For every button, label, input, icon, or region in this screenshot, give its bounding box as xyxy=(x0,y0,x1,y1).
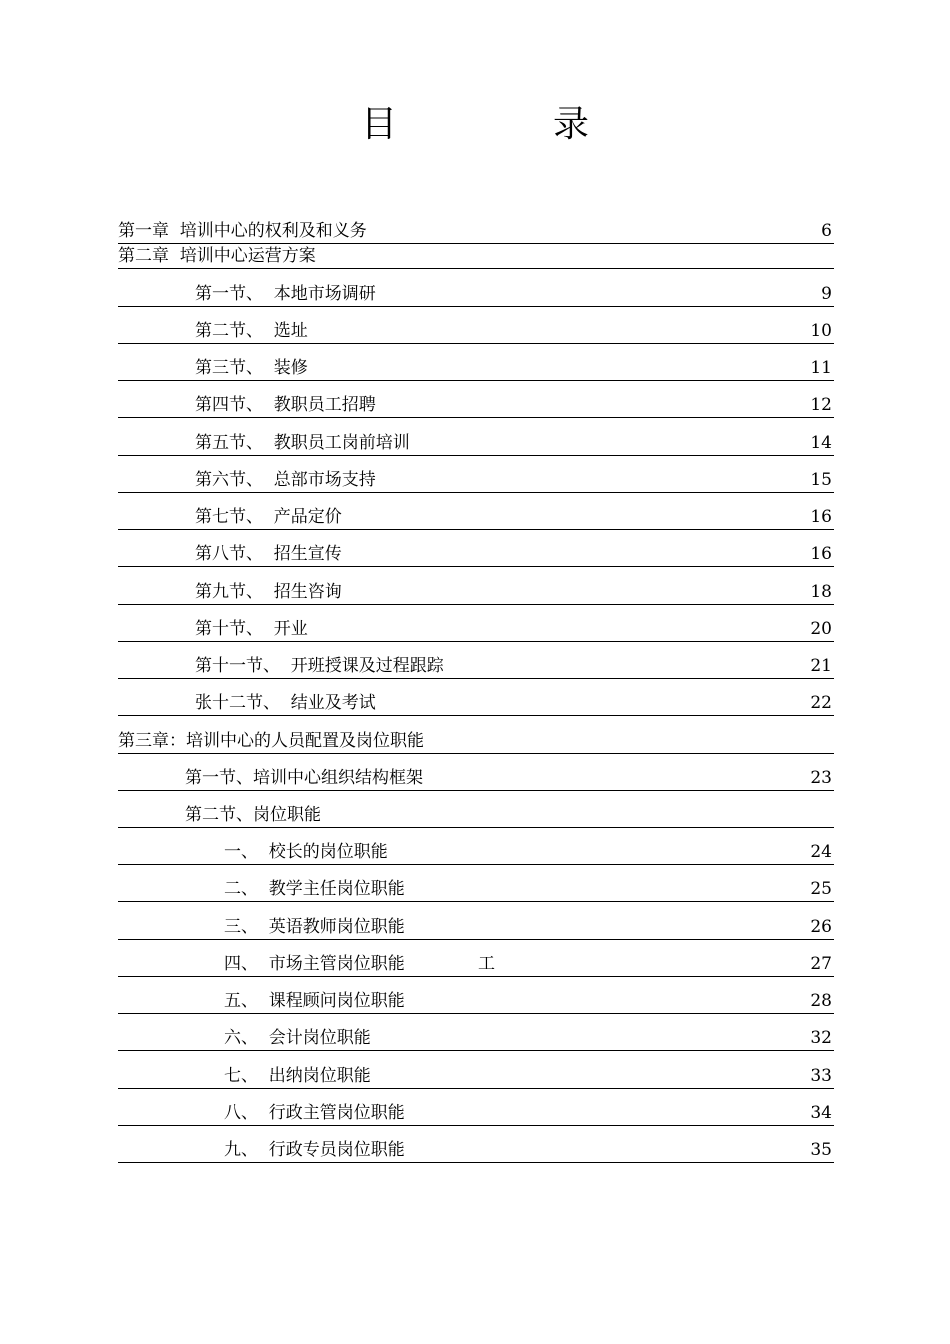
toc-entry-page-number: 35 xyxy=(810,1140,832,1160)
toc-entry-page-number: 15 xyxy=(810,470,832,490)
toc-entry-title: 四、 市场主管岗位职能 xyxy=(224,954,405,974)
toc-entry-page-number: 27 xyxy=(810,954,832,974)
toc-entry[interactable] xyxy=(118,278,834,307)
toc-entry-page-number: 11 xyxy=(810,358,832,378)
toc-entry-title: 第八节、 招生宣传 xyxy=(195,544,342,564)
toc-entry-title: 七、 出纳岗位职能 xyxy=(224,1066,371,1086)
toc-entry-page-number: 33 xyxy=(810,1066,832,1086)
toc-entry[interactable] xyxy=(118,576,834,605)
toc-entry-page-number: 14 xyxy=(810,433,832,453)
toc-entry-page-number: 9 xyxy=(821,284,832,304)
toc-entry-page-number: 25 xyxy=(810,879,832,899)
toc-entry-page-number: 16 xyxy=(810,544,832,564)
toc-entry-title: 第三章：培训中心的人员配置及岗位职能 xyxy=(118,731,424,751)
toc-entry-title: 第二节、岗位职能 xyxy=(185,805,321,825)
toc-entry[interactable] xyxy=(118,1022,834,1051)
toc-entry-title: 第五节、 教职员工岗前培训 xyxy=(195,433,410,453)
toc-entry-page-number: 24 xyxy=(810,842,832,862)
toc-entry-title: 第四节、 教职员工招聘 xyxy=(195,395,376,415)
page-title: 目 录 xyxy=(360,104,649,145)
toc-entry-title: 张十二节、 结业及考试 xyxy=(195,693,376,713)
toc-entry-title: 第七节、 产品定价 xyxy=(195,507,342,527)
toc-entry[interactable] xyxy=(118,538,834,567)
toc-entry[interactable] xyxy=(118,836,834,865)
toc-entry[interactable] xyxy=(118,352,834,381)
toc-entry[interactable] xyxy=(118,948,834,977)
toc-entry-title: 第九节、 招生咨询 xyxy=(195,582,342,602)
toc-entry[interactable] xyxy=(118,1060,834,1089)
toc-entry[interactable] xyxy=(118,501,834,530)
toc-entry-page-number: 12 xyxy=(810,395,832,415)
toc-entry[interactable] xyxy=(118,427,834,456)
toc-entry-page-number: 21 xyxy=(810,656,832,676)
toc-entry-title: 第二节、 选址 xyxy=(195,321,308,341)
toc-entry[interactable] xyxy=(118,613,834,642)
toc-entry-title: 九、 行政专员岗位职能 xyxy=(224,1140,405,1160)
toc-entry-page-number: 18 xyxy=(810,582,832,602)
toc-entry-title: 三、 英语教师岗位职能 xyxy=(224,917,405,937)
toc-entry[interactable] xyxy=(118,464,834,493)
toc-entry[interactable] xyxy=(118,315,834,344)
toc-entry-title: 二、 教学主任岗位职能 xyxy=(224,879,405,899)
toc-entry[interactable] xyxy=(118,240,834,269)
toc-entry-title: 第一章 培训中心的权利及和义务 xyxy=(118,221,367,241)
toc-entry-page-number: 22 xyxy=(810,693,832,713)
toc-entry-title: 五、 课程顾问岗位职能 xyxy=(224,991,405,1011)
toc-entry-page-number: 23 xyxy=(810,768,832,788)
toc-entry-stray-text: 工 xyxy=(478,954,495,974)
toc-entry-title: 八、 行政主管岗位职能 xyxy=(224,1103,405,1123)
toc-entry[interactable] xyxy=(118,762,834,791)
toc-entry-page-number: 34 xyxy=(810,1103,832,1123)
toc-entry-page-number: 10 xyxy=(810,321,832,341)
toc-entry-title: 第十节、 开业 xyxy=(195,619,308,639)
toc-entry[interactable] xyxy=(118,650,834,679)
toc-entry[interactable] xyxy=(118,873,834,902)
toc-entry-title: 第十一节、 开班授课及过程跟踪 xyxy=(195,656,444,676)
toc-entry[interactable] xyxy=(118,985,834,1014)
toc-entry[interactable] xyxy=(118,725,834,754)
toc-entry-page-number: 20 xyxy=(810,619,832,639)
toc-entry-page-number: 32 xyxy=(810,1028,832,1048)
toc-entry[interactable] xyxy=(118,687,834,716)
toc-entry[interactable] xyxy=(118,911,834,940)
toc-entry-title: 第一节、培训中心组织结构框架 xyxy=(185,768,423,788)
toc-entry-title: 第一节、 本地市场调研 xyxy=(195,284,376,304)
toc-entry-title: 第二章 培训中心运营方案 xyxy=(118,246,316,266)
toc-entry[interactable] xyxy=(118,389,834,418)
toc-entry-title: 第三节、 装修 xyxy=(195,358,308,378)
toc-entry-page-number: 28 xyxy=(810,991,832,1011)
toc-entry-title: 第六节、 总部市场支持 xyxy=(195,470,376,490)
toc-entry[interactable] xyxy=(118,1097,834,1126)
toc-entry[interactable] xyxy=(118,799,834,828)
toc-entry-page-number: 26 xyxy=(810,917,832,937)
toc-entry-page-number: 16 xyxy=(810,507,832,527)
toc-entry[interactable] xyxy=(118,1134,834,1163)
toc-entry-title: 六、 会计岗位职能 xyxy=(224,1028,371,1048)
toc-entry-title: 一、 校长的岗位职能 xyxy=(224,842,388,862)
toc-entry-page-number: 6 xyxy=(821,221,832,241)
